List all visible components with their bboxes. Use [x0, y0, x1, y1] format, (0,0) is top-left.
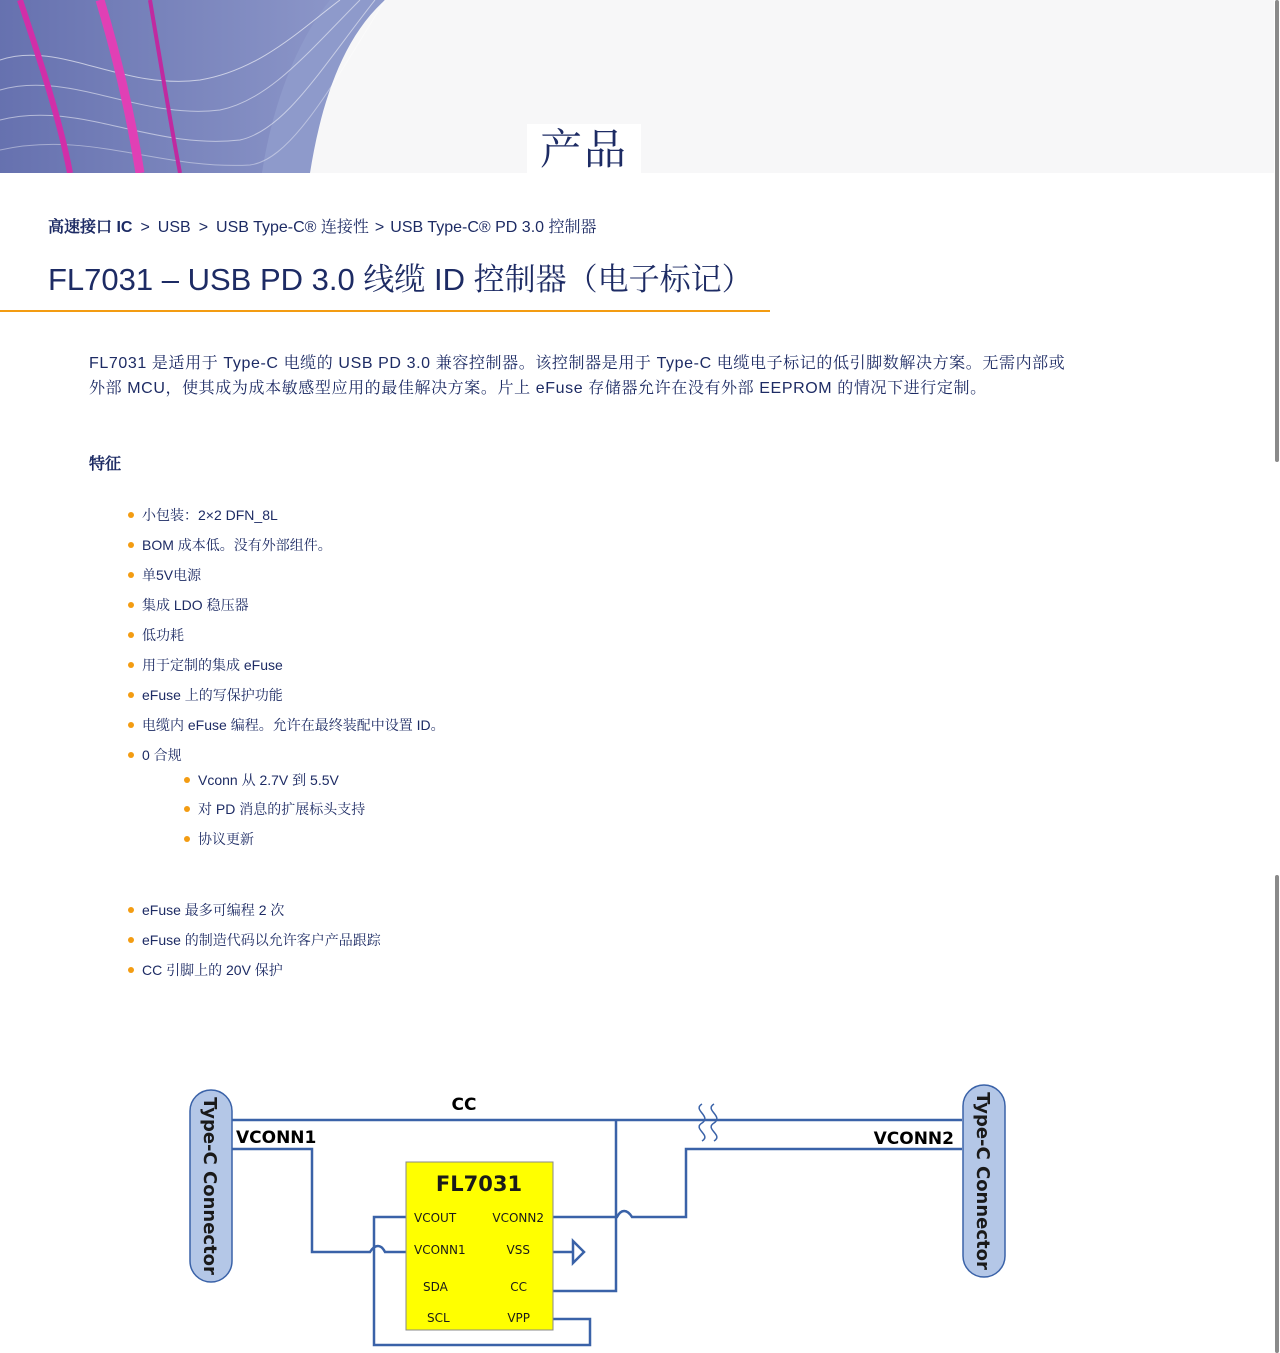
features-heading: 特征 [89, 456, 122, 473]
chip-name: FL7031 [435, 1172, 523, 1196]
pin-vss: VSS [506, 1243, 530, 1257]
list-item: eFuse 的制造代码以允许客户产品跟踪 [142, 930, 381, 950]
breadcrumb-link-interface-ic[interactable]: 高速接口 IC [48, 219, 133, 236]
list-item: 电缆内 eFuse 编程。允许在最终装配中设置 ID。 [142, 715, 445, 735]
list-item: 集成 LDO 稳压器 [142, 595, 249, 615]
cc-label: CC [451, 1095, 477, 1115]
breadcrumb-link-pd-controller[interactable]: USB Type-C® PD 3.0 控制器 [390, 219, 597, 236]
pin-vconn2: VCONN2 [492, 1211, 544, 1225]
bullet-icon [128, 722, 134, 728]
scrollbar[interactable] [1274, 0, 1280, 1353]
vconn2-label: VCONN2 [873, 1129, 954, 1149]
breadcrumb-link-usb[interactable]: USB [157, 219, 191, 236]
pin-cc: CC [510, 1280, 527, 1294]
sub-list-item: 对 PD 消息的扩展标头支持 [198, 799, 365, 819]
bullet-icon [128, 542, 134, 548]
bullet-icon [128, 602, 134, 608]
pin-sda: SDA [423, 1280, 448, 1294]
scrollbar-thumb[interactable] [1275, 875, 1279, 1353]
sub-list-item: 协议更新 [198, 829, 254, 849]
pin-scl: SCL [427, 1311, 450, 1325]
bullet-icon [128, 632, 134, 638]
right-connector-label: Type-C Connector [972, 1092, 993, 1270]
bullet-icon [184, 806, 190, 812]
bullet-icon [128, 937, 134, 943]
bullet-icon [128, 907, 134, 913]
list-item: 单5V电源 [142, 565, 201, 585]
list-item: BOM 成本低。没有外部组件。 [142, 535, 332, 555]
breadcrumb-separator: > [140, 219, 150, 236]
bullet-icon [184, 777, 190, 783]
bullet-icon [184, 836, 190, 842]
list-item: 0 合规 [142, 745, 182, 765]
pin-vconn1: VCONN1 [414, 1243, 466, 1257]
bullet-icon [128, 752, 134, 758]
bullet-icon [128, 967, 134, 973]
page-title: FL7031 – USB PD 3.0 线缆 ID 控制器（电子标记） [48, 262, 753, 297]
product-description: FL7031 是适用于 Type-C 电缆的 USB PD 3.0 兼容控制器。该控制器是用于 Type-C 电缆电子标记的低引脚数解决方案。无需内部或外部 MCU，使其成为成本敏感型应用的最佳解决方案。片上 eFuse 存储器允许在没有外部 EEPROM 的情况下进行定制。 [89, 355, 1066, 397]
list-item: 小包装：2×2 DFN_8L [142, 505, 278, 525]
list-item: CC 引脚上的 20V 保护 [142, 960, 283, 980]
pin-vpp: VPP [507, 1311, 530, 1325]
bullet-icon [128, 512, 134, 518]
bullet-icon [128, 572, 134, 578]
breadcrumb-link-type-c-connectivity[interactable]: USB Type-C® 连接性 [216, 219, 369, 236]
sub-list-item: Vconn 从 2.7V 到 5.5V [198, 770, 339, 790]
list-item: eFuse 最多可编程 2 次 [142, 900, 284, 920]
list-item: eFuse 上的写保护功能 [142, 685, 283, 705]
application-diagram [180, 1080, 1020, 1353]
left-connector-label: Type-C Connector [199, 1097, 220, 1275]
list-item: 用于定制的集成 eFuse [142, 655, 283, 675]
banner-title: 产品 [527, 124, 641, 173]
scrollbar-thumb[interactable] [1275, 0, 1279, 462]
bullet-icon [128, 662, 134, 668]
vconn1-label: VCONN1 [236, 1128, 317, 1148]
breadcrumb-separator: > [374, 219, 385, 236]
breadcrumb-separator: > [198, 219, 209, 236]
bullet-icon [128, 692, 134, 698]
list-item: 低功耗 [142, 625, 184, 645]
pin-vcout: VCOUT [414, 1211, 457, 1225]
